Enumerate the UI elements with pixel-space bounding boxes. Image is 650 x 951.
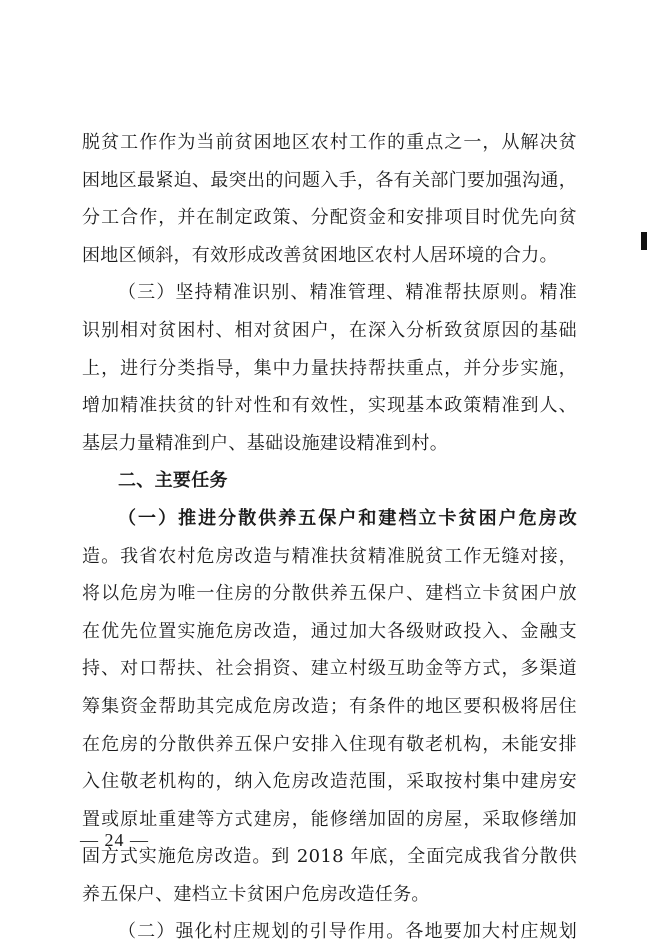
text-line: 筹集资金帮助其完成危房改造；有条件的地区要积极将居住 xyxy=(82,695,577,717)
text-line: 造。我省农村危房改造与精准扶贫精准脱贫工作无缝对接， xyxy=(82,545,577,567)
text-line: 固方式实施危房改造。到 2018 年底，全面完成我省分散供 xyxy=(82,846,577,868)
text-line: 持、对口帮扶、社会捐资、建立村级互助金等方式，多渠道 xyxy=(82,658,577,680)
page-edge-mark xyxy=(641,232,647,250)
section-three-heading-line: （三）坚持精准识别、精准管理、精准帮扶原则。精准 xyxy=(118,282,577,304)
text-line: 基层力量精准到户、基础设施建设精准到村。 xyxy=(82,432,448,454)
text-line: 困地区最紧迫、最突出的问题入手，各有关部门要加强沟通， xyxy=(82,169,577,191)
text-line: 将以危房为唯一住房的分散供养五保户、建档立卡贫困户放 xyxy=(82,583,577,605)
text-line: 困地区倾斜，有效形成改善贫困地区农村人居环境的合力。 xyxy=(82,244,558,266)
page-number: — 24 — xyxy=(80,830,149,850)
text-line: 在优先位置实施危房改造，通过加大各级财政投入、金融支 xyxy=(82,620,577,642)
text-line: 在危房的分散供养五保户安排入住现有敬老机构，未能安排 xyxy=(82,733,577,755)
text-line: 入住敬老机构的，纳入危房改造范围，采取按村集中建房安 xyxy=(82,771,577,793)
text-line: 脱贫工作作为当前贫困地区农村工作的重点之一，从解决贫 xyxy=(82,132,577,153)
body-text xyxy=(82,124,577,951)
subsection-one-heading-line: （一）推进分散供养五保户和建档立卡贫困户危房改 xyxy=(118,507,577,529)
text-line: 置或原址重建等方式建房，能修缮加固的房屋，采取修缮加 xyxy=(82,808,577,830)
text-line: 分工合作，并在制定政策、分配资金和安排项目时优先向贫 xyxy=(82,207,577,229)
subsection-two-heading-line: （二）强化村庄规划的引导作用。各地要加大村庄规划 xyxy=(118,921,577,943)
text-line: 养五保户、建档立卡贫困户危房改造任务。 xyxy=(82,883,430,905)
section-heading-main-tasks: 二、主要任务 xyxy=(118,470,228,492)
text-line: 增加精准扶贫的针对性和有效性，实现基本政策精准到人、 xyxy=(82,395,577,417)
text-line: 上，进行分类指导，集中力量扶持帮扶重点，并分步实施， xyxy=(82,357,577,379)
text-line: 识别相对贫困村、相对贫困户，在深入分析致贫原因的基础 xyxy=(82,319,577,341)
